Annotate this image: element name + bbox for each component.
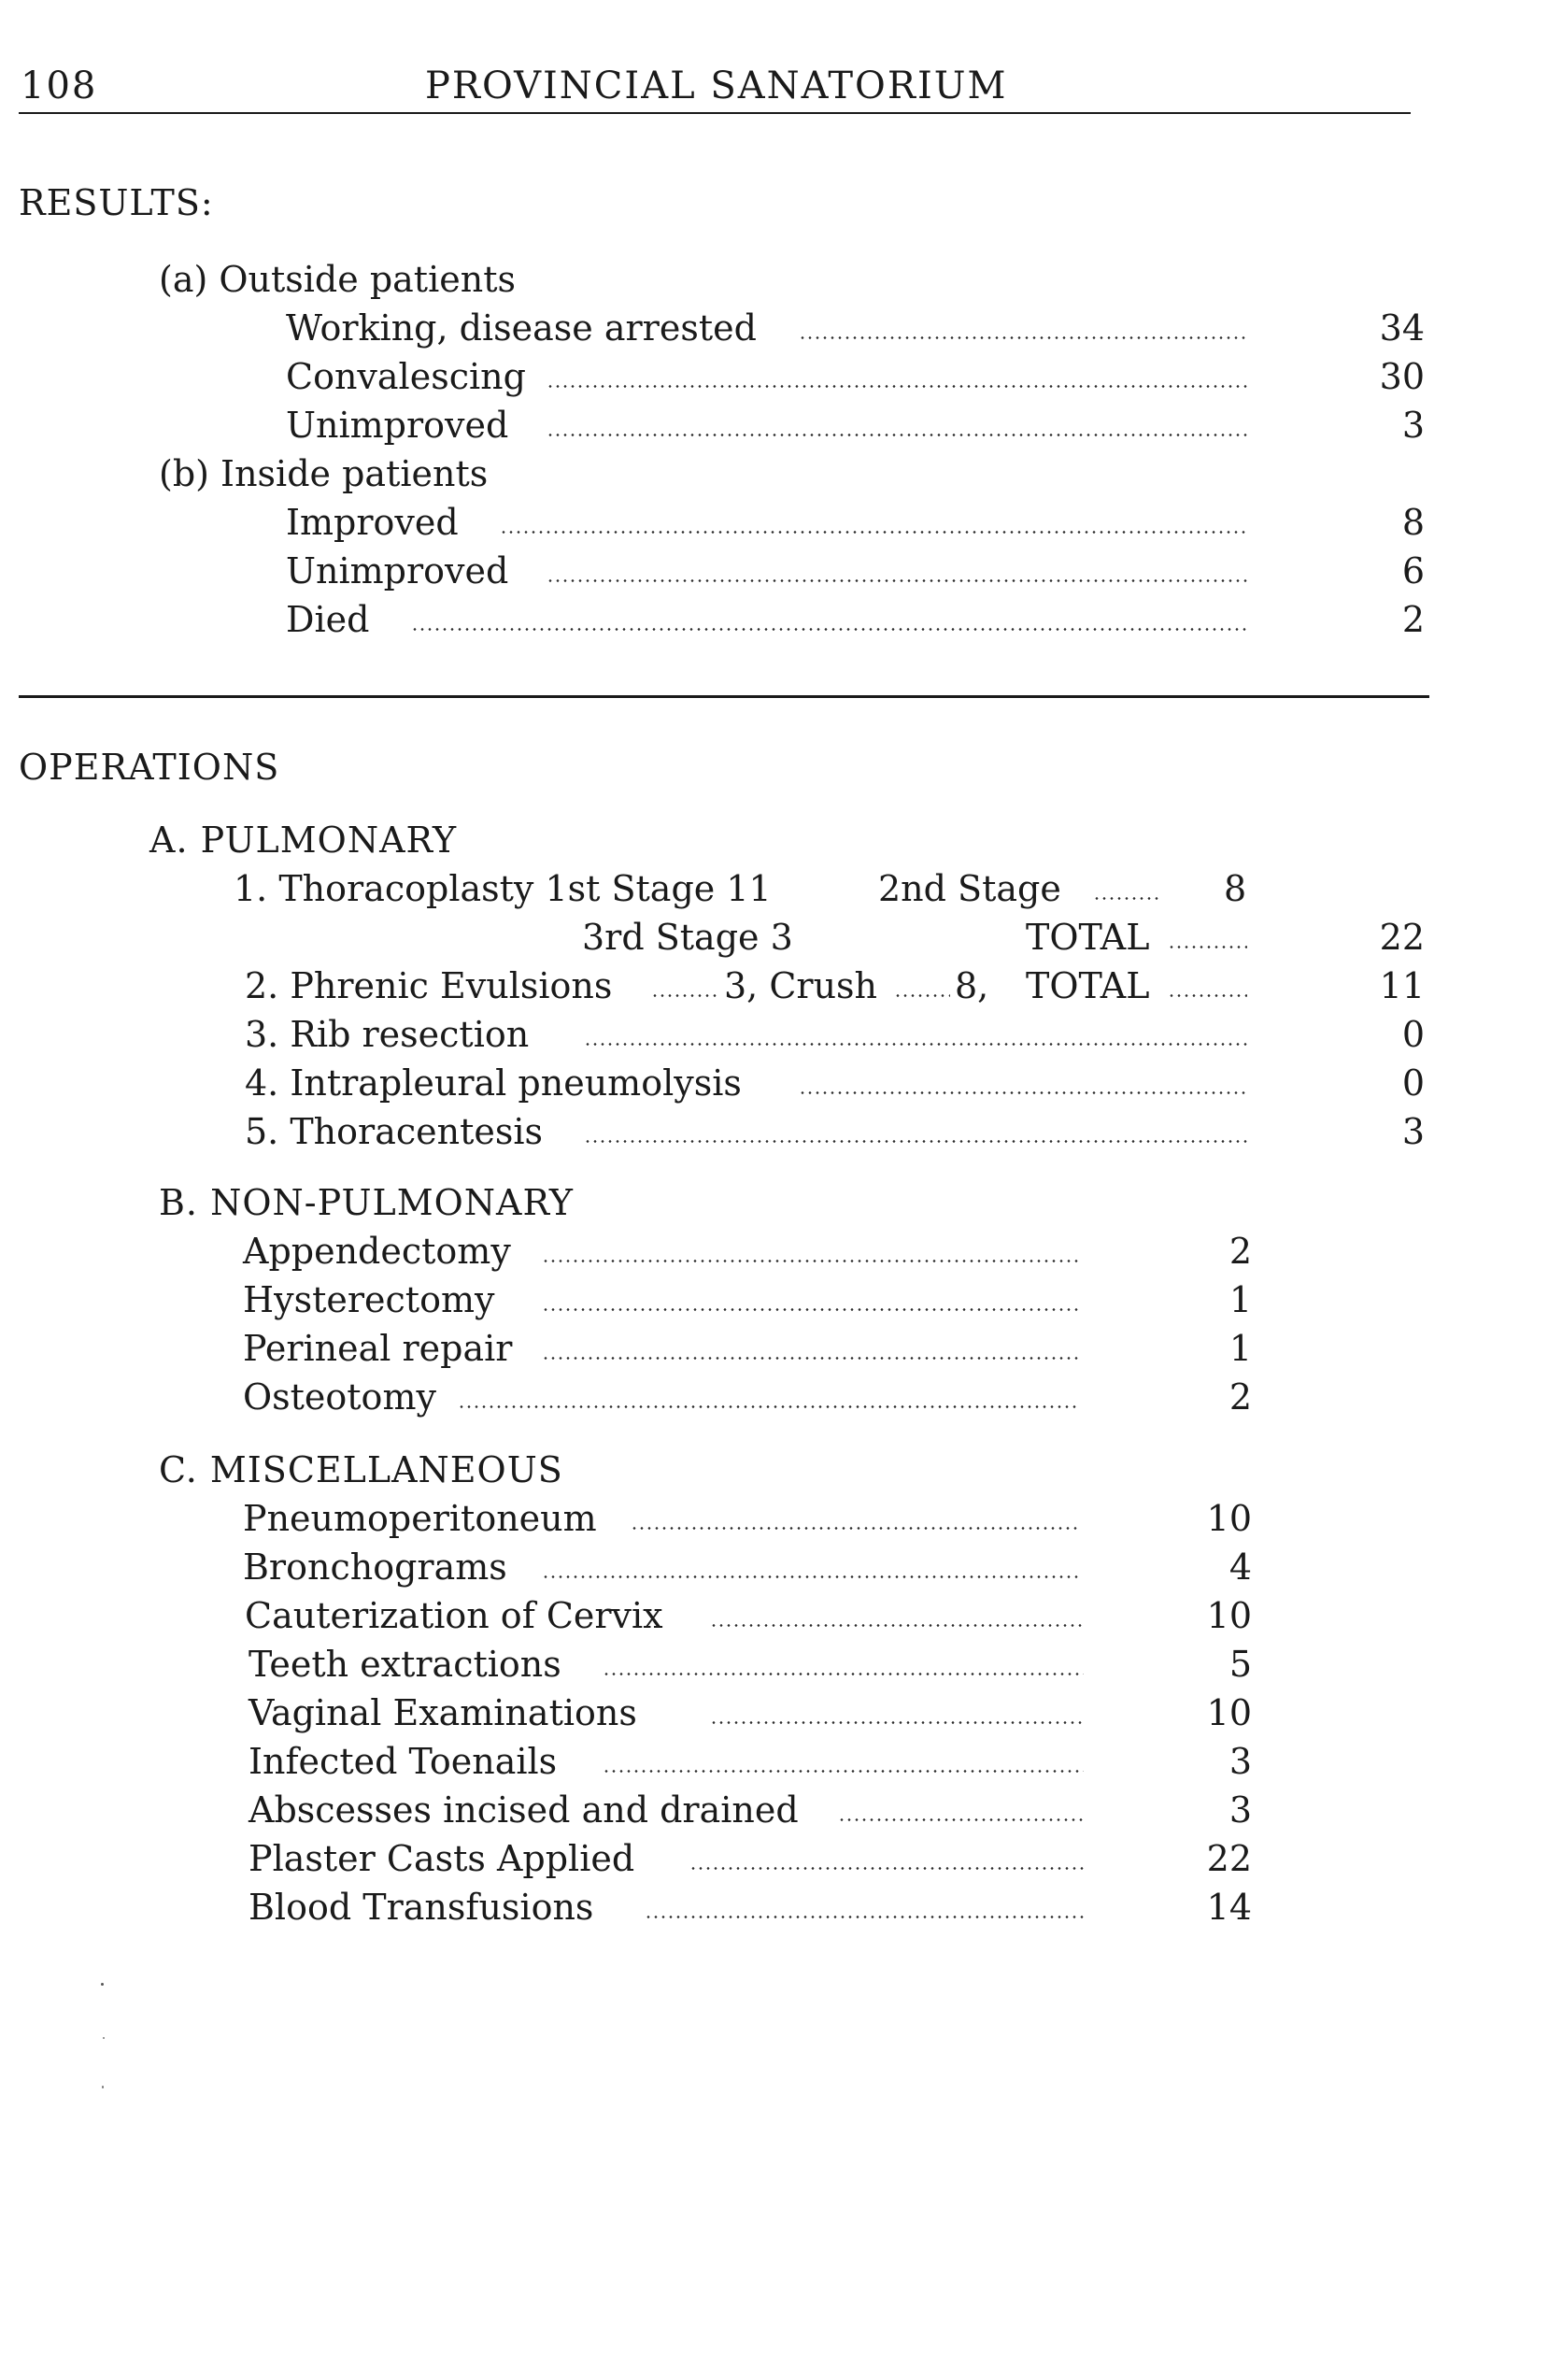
pulmonary-heading: A. PULMONARY bbox=[149, 819, 458, 861]
print-speck bbox=[102, 2086, 104, 2088]
non-pulmonary-heading: B. NON-PULMONARY bbox=[159, 1182, 575, 1223]
total-label: TOTAL bbox=[1026, 965, 1150, 1006]
operations-heading: OPERATIONS bbox=[19, 747, 280, 788]
item-value: 1 bbox=[1228, 1279, 1252, 1320]
leader-dots bbox=[458, 1405, 1079, 1408]
stage2-value: 8 bbox=[1224, 868, 1247, 909]
item-label: Vaginal Examinations bbox=[249, 1692, 637, 1733]
item-label: Appendectomy bbox=[243, 1231, 511, 1272]
item-value: 0 bbox=[1401, 1062, 1425, 1104]
item-value: 0 bbox=[1401, 1014, 1425, 1055]
leader-dots bbox=[542, 1357, 1079, 1360]
leader-dots bbox=[584, 1043, 1247, 1046]
item-value: 2 bbox=[1401, 599, 1425, 640]
phrenic-label: 2. Phrenic Evulsions bbox=[245, 965, 613, 1006]
item-label: Blood Transfusions bbox=[249, 1887, 594, 1928]
item-label: Unimproved bbox=[286, 405, 509, 446]
item-label: Hysterectomy bbox=[243, 1279, 495, 1320]
stage3-label: 3rd Stage 3 bbox=[582, 917, 793, 958]
item-value: 5 bbox=[1228, 1644, 1252, 1685]
leader-dots bbox=[500, 531, 1247, 534]
results-heading: RESULTS: bbox=[19, 182, 214, 223]
leader-dots bbox=[411, 628, 1247, 631]
evulsions-value: 3, Crush bbox=[724, 965, 878, 1006]
page-number: 108 bbox=[21, 64, 98, 107]
miscellaneous-heading: C. MISCELLANEOUS bbox=[159, 1449, 563, 1490]
leader-dots bbox=[603, 1673, 1084, 1675]
leader-dots bbox=[547, 385, 1247, 388]
leader-dots bbox=[547, 579, 1247, 582]
item-value: 3 bbox=[1401, 405, 1425, 446]
item-label: 4. Intrapleural pneumolysis bbox=[245, 1062, 742, 1104]
item-label: Bronchograms bbox=[243, 1546, 507, 1588]
leader-dots bbox=[645, 1916, 1084, 1918]
leader-dots bbox=[838, 1818, 1084, 1821]
item-value: 10 bbox=[1206, 1498, 1252, 1539]
item-value: 22 bbox=[1206, 1838, 1252, 1879]
item-label: Pneumoperitoneum bbox=[243, 1498, 597, 1539]
item-value: 14 bbox=[1206, 1887, 1252, 1928]
item-label: Unimproved bbox=[286, 550, 509, 591]
leader-dots bbox=[542, 1575, 1079, 1578]
item-label: Plaster Casts Applied bbox=[249, 1838, 635, 1879]
stage2-label: 2nd Stage bbox=[878, 868, 1061, 909]
item-label: Died bbox=[286, 599, 370, 640]
item-value: 6 bbox=[1401, 550, 1425, 591]
leader-dots bbox=[651, 994, 718, 997]
leader-dots bbox=[689, 1867, 1084, 1870]
header-rule bbox=[19, 112, 1411, 114]
item-label: Working, disease arrested bbox=[286, 307, 757, 349]
item-label: 5. Thoracentesis bbox=[245, 1111, 544, 1152]
item-value: 1 bbox=[1228, 1328, 1252, 1369]
item-value: 10 bbox=[1206, 1595, 1252, 1636]
total-label: TOTAL bbox=[1026, 917, 1150, 958]
leader-dots bbox=[710, 1624, 1084, 1627]
item-label: Cauterization of Cervix bbox=[245, 1595, 663, 1636]
item-value: 3 bbox=[1228, 1741, 1252, 1782]
item-label: Convalescing bbox=[286, 356, 526, 397]
item-value: 30 bbox=[1379, 356, 1425, 397]
print-speck bbox=[103, 2037, 105, 2039]
item-value: 3 bbox=[1401, 1111, 1425, 1152]
item-label: Teeth extractions bbox=[249, 1644, 561, 1685]
item-value: 10 bbox=[1206, 1692, 1252, 1733]
leader-dots bbox=[799, 1091, 1247, 1094]
item-label: 3. Rib resection bbox=[245, 1014, 530, 1055]
item-value: 34 bbox=[1379, 307, 1425, 349]
leader-dots bbox=[542, 1260, 1079, 1262]
leader-dots bbox=[584, 1140, 1247, 1143]
leader-dots bbox=[542, 1308, 1079, 1311]
leader-dots bbox=[799, 336, 1247, 339]
section-divider bbox=[19, 695, 1429, 698]
leader-dots bbox=[603, 1770, 1084, 1773]
item-label: Improved bbox=[286, 502, 459, 543]
item-value: 2 bbox=[1228, 1231, 1252, 1272]
leader-dots bbox=[1093, 897, 1158, 900]
leader-dots bbox=[1168, 946, 1247, 948]
leader-dots bbox=[631, 1527, 1079, 1530]
item-label: Perineal repair bbox=[243, 1328, 513, 1369]
outside-patients-label: (a) Outside patients bbox=[159, 259, 516, 300]
item-label: Osteotomy bbox=[243, 1376, 436, 1418]
total-value: 22 bbox=[1379, 917, 1425, 958]
leader-dots bbox=[547, 434, 1247, 436]
print-speck bbox=[101, 1983, 104, 1986]
item-label: Abscesses incised and drained bbox=[249, 1789, 799, 1831]
item-value: 3 bbox=[1228, 1789, 1252, 1831]
running-title: PROVINCIAL SANATORIUM bbox=[425, 64, 1008, 107]
leader-dots bbox=[710, 1721, 1084, 1724]
item-label: Infected Toenails bbox=[249, 1741, 558, 1782]
item-value: 8 bbox=[1401, 502, 1425, 543]
inside-patients-label: (b) Inside patients bbox=[159, 453, 489, 494]
leader-dots bbox=[1168, 994, 1247, 997]
total-value: 11 bbox=[1379, 965, 1425, 1006]
item-value: 2 bbox=[1228, 1376, 1252, 1418]
crush-value: 8, bbox=[955, 965, 989, 1006]
item-value: 4 bbox=[1228, 1546, 1252, 1588]
leader-dots bbox=[894, 994, 950, 997]
thoracoplasty-label: 1. Thoracoplasty 1st Stage 11 bbox=[234, 868, 772, 909]
